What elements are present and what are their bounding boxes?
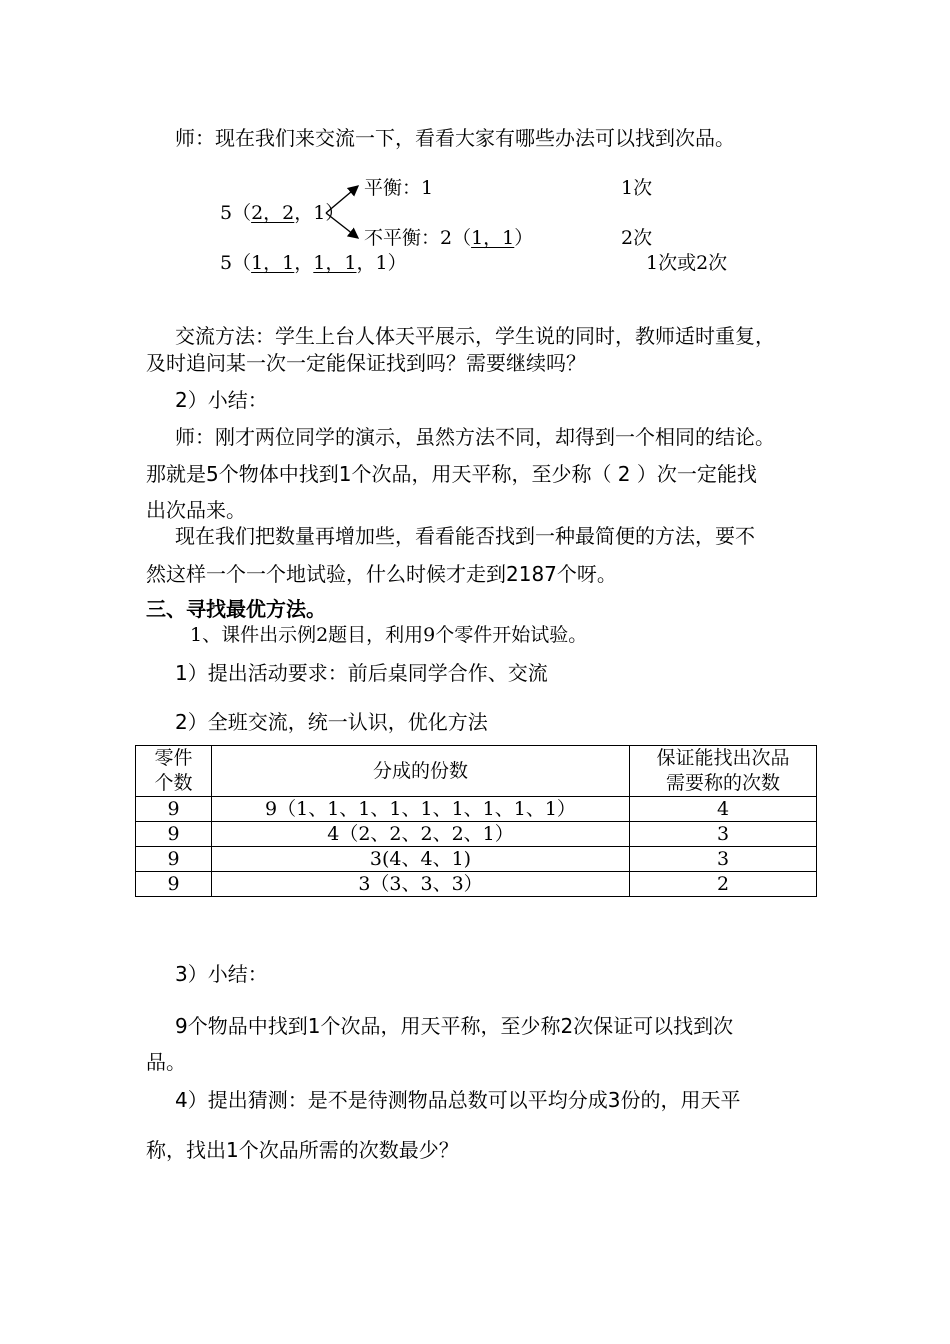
exchange-line2: 及时追问某一次一定能保证找到吗？需要继续吗？ [146, 351, 586, 375]
table-header-row [136, 746, 817, 797]
diagram-row2-prefix: 5（ [220, 252, 252, 274]
table-row [136, 847, 817, 872]
cell-count: 9 [136, 797, 212, 822]
cell-split: 3(4、4、1) [212, 847, 630, 872]
guess-line1: 4）提出猜测：是不是待测物品总数可以平均分成3份的，用天平 [175, 1088, 741, 1112]
cell-count: 9 [136, 847, 212, 872]
increase-line2: 然这样一个一个地试验，什么时候才走到2187个呀。 [146, 562, 617, 586]
guess-line2: 称，找出1个次品所需的次数最少？ [146, 1138, 459, 1162]
cell-split: 4（2、2、2、2、1） [212, 822, 630, 847]
table-row [136, 872, 817, 897]
summary2-line1: 师：刚才两位同学的演示，虽然方法不同，却得到一个相同的结论。 [175, 425, 775, 449]
cell-times: 3 [630, 822, 817, 847]
section3-item1a: 1）提出活动要求：前后桌同学合作、交流 [175, 661, 548, 685]
diagram-row2 [220, 252, 407, 274]
cell-count: 9 [136, 822, 212, 847]
branch-arrows [320, 176, 365, 246]
summary3-heading: 3）小结： [175, 962, 268, 986]
branch-unbalance-count: 2次 [621, 227, 653, 249]
cell-split: 9（1、1、1、1、1、1、1、1、1） [212, 797, 630, 822]
diagram-row2-group-b: 1，1 [313, 252, 357, 274]
summary2-heading: 2）小结： [175, 388, 268, 412]
results-table [135, 745, 817, 897]
summary2-line3: 出次品来。 [146, 498, 246, 522]
cell-times: 4 [630, 797, 817, 822]
summary3-line2: 品。 [146, 1050, 186, 1074]
summary3-line1: 9个物品中找到1个次品，用天平称，至少称2次保证可以找到次 [175, 1014, 734, 1038]
diagram-row1-groups: 2，2 [251, 202, 295, 224]
diagram-row2-group-a: 1，1 [251, 252, 295, 274]
table-row [136, 822, 817, 847]
increase-line1: 现在我们把数量再增加些，看看能否找到一种最简便的方法，要不 [175, 524, 755, 548]
section3-title: 三、寻找最优方法。 [146, 597, 326, 621]
table-row [136, 797, 817, 822]
branch-unbalance-suffix: ） [514, 227, 534, 249]
cell-count: 9 [136, 872, 212, 897]
header-parts-count: 零件 个数 [136, 746, 212, 797]
diagram-row2-sep: ， [294, 252, 314, 274]
branch-unbalance-groups: 1，1 [471, 227, 515, 249]
cell-times: 3 [630, 847, 817, 872]
summary2-line2: 那就是5个物体中找到1个次品，用天平称，至少称（ 2 ）次一定能找 [146, 462, 757, 486]
cell-times: 2 [630, 872, 817, 897]
section3-item2a: 2）全班交流，统一认识，优化方法 [175, 710, 488, 734]
diagram-row1-suffix: ，1） [294, 202, 345, 224]
diagram-row2-suffix: ，1） [356, 252, 407, 274]
intro-line: 师：现在我们来交流一下，看看大家有哪些办法可以找到次品。 [175, 126, 735, 150]
cell-split: 3（3、3、3） [212, 872, 630, 897]
branch-unbalance [364, 227, 533, 249]
diagram-row1-prefix: 5（ [220, 202, 252, 224]
branch-balance-count: 1次 [621, 177, 653, 199]
exchange-line1: 交流方法：学生上台人体天平展示，学生说的同时，教师适时重复， [175, 324, 775, 348]
branch-unbalance-prefix: 不平衡：2（ [364, 227, 472, 249]
diagram-row2-count: 1次或2次 [646, 252, 728, 274]
header-split: 分成的份数 [212, 746, 630, 797]
branch-balance: 平衡：1 [364, 177, 434, 199]
header-weigh-times: 保证能找出次品 需要称的次数 [630, 746, 817, 797]
section3-item1: 1、课件出示例2题目，利用9个零件开始试验。 [190, 624, 588, 646]
